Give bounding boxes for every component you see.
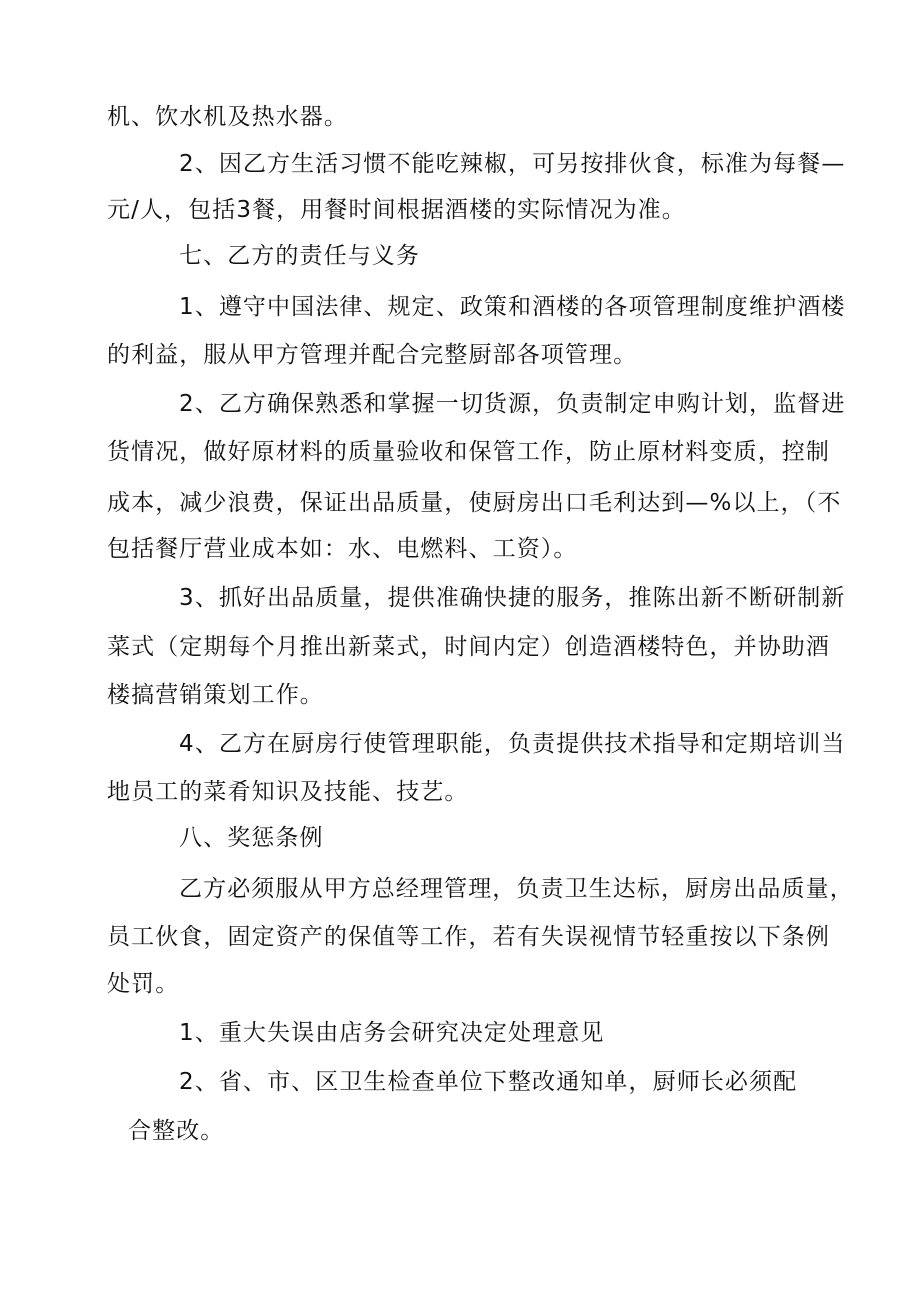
text-line: 成本，减少浪费，保证出品质量，使厨房出口毛利达到—%以上，（不 [107, 490, 842, 516]
text-line: 1、遵守中国法律、规定、政策和酒楼的各项管理制度维护酒楼 [179, 294, 846, 320]
text-line: 楼搞营销策划工作。 [107, 682, 324, 708]
text-line: 合整改。 [128, 1118, 225, 1144]
text-line: 1、重大失误由店务会研究决定处理意见 [179, 1020, 605, 1046]
text-line: 菜式（定期每个月推出新菜式，时间内定）创造酒楼特色，并协助酒 [107, 634, 830, 660]
text-line: 处罚。 [107, 971, 180, 997]
text-line: 的利益，服从甲方管理并配合完整厨部各项管理。 [107, 342, 638, 368]
text-line: 员工伙食，固定资产的保值等工作，若有失误视情节轻重按以下条例 [107, 924, 830, 950]
section-heading: 八、奖惩条例 [179, 825, 324, 851]
text-line: 乙方必须服从甲方总经理管理，负责卫生达标，厨房出品质量， [179, 876, 854, 902]
text-line: 2、乙方确保熟悉和掌握一切货源，负责制定申购计划，监督进 [179, 391, 846, 417]
text-line: 机、饮水机及热水器。 [107, 104, 348, 130]
text-line: 货情况，做好原材料的质量验收和保管工作，防止原材料变质，控制 [107, 439, 830, 465]
section-heading: 七、乙方的责任与义务 [179, 243, 420, 269]
text-line: 包括餐厅营业成本如：水、电燃料、工资）。 [107, 536, 578, 562]
text-line: 3、抓好出品质量，提供准确快捷的服务，推陈出新不断研制新 [179, 585, 846, 611]
text-line: 4、乙方在厨房行使管理职能，负责提供技术指导和定期培训当 [179, 731, 846, 757]
text-line: 地员工的菜肴知识及技能、技艺。 [107, 779, 469, 805]
text-line: 2、因乙方生活习惯不能吃辣椒，可另按排伙食，标准为每餐— [179, 151, 846, 177]
text-line: 元/人，包括3餐，用餐时间根据酒楼的实际情况为准。 [107, 197, 686, 223]
text-line: 2、省、市、区卫生检查单位下整改通知单，厨师长必须配 [179, 1069, 798, 1095]
